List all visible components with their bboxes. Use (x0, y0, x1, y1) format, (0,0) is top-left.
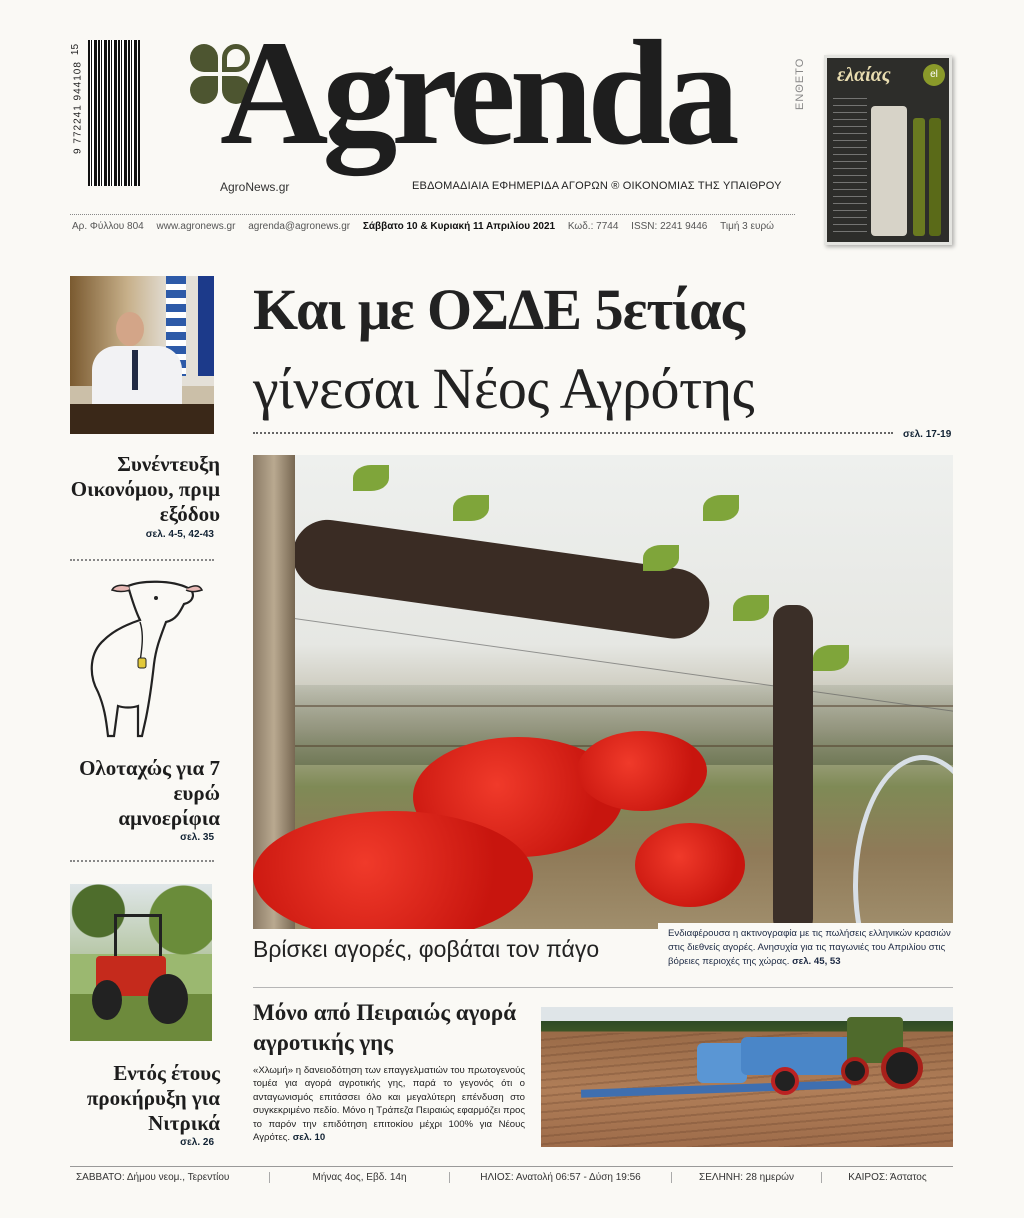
tagline: ΕΒΔΟΜΑΔΙΑΙΑ ΕΦΗΜΕΡΙΔΑ ΑΓΟΡΩΝ ® ΟΙΚΟΝΟΜΙΑΣ ΤΗΣ ΥΠΑΙΘΡΟΥ (412, 180, 782, 192)
site-link[interactable]: AgroNews.gr (220, 180, 290, 194)
saints-of-day: ΣΑΒΒΑΤΟ: Δήμου νεομ., Τερεντίου (70, 1172, 270, 1183)
supplement-label: ΕΝΘΕΤΟ (794, 57, 806, 110)
olive-oil-bottle (871, 106, 907, 236)
sheet-number: Αρ. Φύλλου 804 (72, 221, 144, 232)
headline-divider (253, 432, 893, 434)
email[interactable]: agrenda@agronews.gr (248, 221, 351, 232)
land-story-title[interactable]: Μόνο από Πειραιώς αγορά αγροτικής γης (253, 1000, 517, 1055)
tractor-photo[interactable] (70, 884, 212, 1041)
supplement-cover[interactable] (824, 55, 952, 245)
olive-oil-bottle (929, 118, 941, 236)
supplement-text-lines (833, 98, 867, 238)
month-week: Μήνας 4ος, Εβδ. 14η (270, 1172, 450, 1183)
barcode-number: 9 772241 944108 (72, 61, 84, 154)
land-story-text: «Χλωμή» η δανειοδότηση των επαγγελματιών του πρωτογενούς τομέα για αγορά αγροτικής γης, παρά το γεγονός ότι ο ανταγωνισμός επιτάσσει όλο και μεγαλύτερη επένδυση στο συγκεκριμένο πεδίο. Μόνο η Τράπεζα Πειραιώς εφαρμόζει προς το παρόν την επιδότηση επιτοκίου μέχρι 100% για Νέους Αγρότες. (253, 1065, 525, 1144)
section-divider (253, 987, 953, 988)
land-story-page-ref: σελ. 10 (292, 1132, 326, 1144)
headline-line-2[interactable]: γίνεσαι Νέος Αγρότης (253, 356, 755, 421)
issue-number: 15 (70, 43, 82, 56)
divider (70, 860, 214, 862)
issn: ISSN: 2241 9446 (631, 221, 708, 232)
sun-times: ΗΛΙΟΣ: Ανατολή 06:57 - Δύση 19:56 (450, 1172, 672, 1183)
main-photo-note (658, 923, 953, 969)
barcode (70, 40, 140, 190)
supplement-title: ελαίας (837, 64, 891, 86)
seeder-field-photo[interactable] (541, 1007, 953, 1147)
moon-phase: ΣΕΛΗΝΗ: 28 ημερών (672, 1172, 822, 1183)
note-text: Ενδιαφέρουσα η ακτινογραφία με τις πωλήσεις ελληνικών κρασιών στις διεθνείς αγορές. Ανησυχία για τις παγωνιές του Απριλίου στις βόρειες περιοχές της χώρας. (668, 928, 951, 967)
interview-page-ref: σελ. 4-5, 42-43 (145, 529, 214, 540)
interview-photo[interactable] (70, 276, 214, 434)
olive-oil-bottle (913, 118, 925, 236)
weather: ΚΑΙΡΟΣ: Άστατος (848, 1172, 927, 1183)
issue-info-row (72, 221, 784, 232)
nitrates-story-title[interactable]: Εντός έτους προκήρυξη για Νιτρικά (86, 1061, 220, 1135)
lamb-story-title[interactable]: Ολοταχώς για 7 ευρώ αμνοερίφια (79, 756, 220, 830)
main-photo-caption[interactable]: Βρίσκει αγορές, φοβάται τον πάγο (253, 936, 600, 962)
footer-divider (70, 1166, 953, 1167)
divider (70, 559, 214, 561)
barcode-bars (88, 40, 140, 186)
land-story-body (253, 1064, 525, 1144)
code: Κωδ.: 7744 (567, 221, 619, 232)
price: Τιμή 3 ευρώ (720, 221, 774, 232)
footer-almanac (70, 1172, 953, 1183)
lamb-story-page-ref: σελ. 35 (180, 832, 214, 843)
nitrates-story-page-ref: σελ. 26 (180, 1137, 214, 1148)
headline-page-ref: σελ. 17-19 (903, 429, 952, 440)
masthead-divider (70, 214, 795, 215)
interview-title[interactable]: Συνέντευξη Οικονόμου, πριμ εξόδου (70, 452, 220, 526)
note-page-ref: σελ. 45, 53 (792, 956, 841, 967)
issue-date: Σάββατο 10 & Κυριακή 11 Απριλίου 2021 (362, 221, 556, 232)
website[interactable]: www.agronews.gr (156, 221, 236, 232)
supplement-badge: el (923, 64, 945, 86)
masthead-title: Agrenda (220, 10, 734, 176)
headline-line-1[interactable]: Και με ΟΣΔΕ 5ετίας (253, 277, 744, 342)
lamb-illustration-icon (84, 578, 204, 740)
vineyard-poppies-photo[interactable] (253, 455, 953, 929)
